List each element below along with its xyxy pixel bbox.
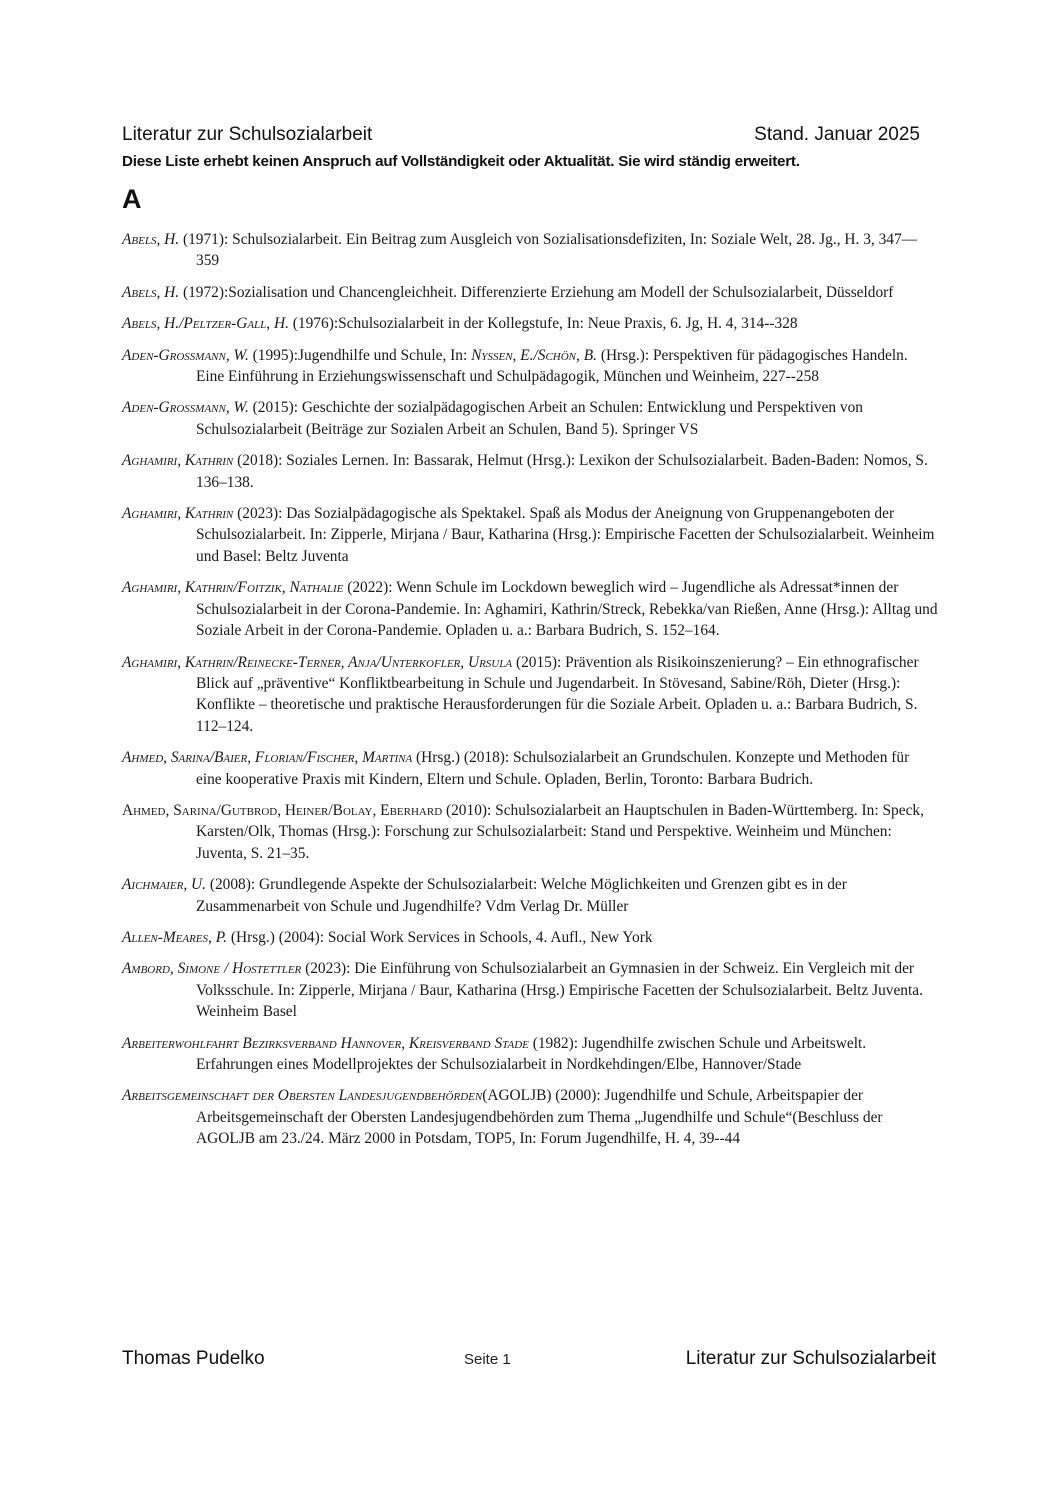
header-disclaimer: Diese Liste erhebt keinen Anspruch auf Vollständigkeit oder Aktualität. Sie wird ständig erweitert. <box>122 153 800 170</box>
entry-text: (1995):Jugendhilfe und Schule, In: <box>248 346 472 364</box>
footer-page-number: Seite 1 <box>464 1351 511 1368</box>
bibliography-entry <box>122 397 938 440</box>
entry-editors: Nyssen, E./Schön, B. <box>471 346 597 364</box>
entry-author: Arbeiterwohlfahrt Bezirksverband Hannover, Kreisverband Stade <box>122 1034 529 1052</box>
entry-author: Aden-Grossmann, W. <box>122 346 249 364</box>
bibliography-entry <box>122 800 938 864</box>
entry-author: Aghamiri, Kathrin <box>122 452 234 470</box>
bibliography-entry <box>122 747 938 790</box>
entry-text: (2015): Geschichte der sozialpädagogischen Arbeit an Schulen: Entwicklung und Perspektiven von Schulsozialarbeit (Beiträge zur Sozialen Arbeit an Schulen, Band 5). Springer VS <box>196 399 864 438</box>
bibliography-entry <box>122 874 938 917</box>
header-title: Literatur zur Schulsozialarbeit <box>122 124 373 145</box>
bibliography-entry <box>122 313 938 334</box>
bibliography-entry <box>122 577 938 641</box>
entry-text: (Hrsg.) (2018): Schulsozialarbeit an Grundschulen. Konzepte und Methoden für eine kooperative Praxis mit Kindern, Eltern und Schule. Opladen, Berlin, Toronto: Barbara Budrich. <box>196 749 910 788</box>
entry-author: Abels, H./Peltzer-Gall, H. <box>122 315 289 333</box>
entry-text: (Hrsg.) (2004): Social Work Services in Schools, 4. Aufl., New York <box>226 928 653 946</box>
entry-author: Ambord, Simone / Hostettler <box>122 960 302 978</box>
bibliography-entry <box>122 345 938 388</box>
entry-text: (AGOLJB) (2000): Jugendhilfe und Schule, Arbeitspapier der Arbeitsgemeinschaft der Obersten Landesjugendbehörden zum Thema „Jugendhilfe und Schule“(Beschluss der AGOLJB am 23./24. März 2000 in Potsdam, TOP5, In: Forum Jugendhilfe, H. 4, 39--44 <box>196 1087 883 1148</box>
entry-author: Abels, H. <box>122 231 180 248</box>
entry-text-continued: (Hrsg.): Perspektiven für pädagogisches Handeln. Eine Einführung in Erziehungswissenschaft und Schulpädagogik, München und Weinheim, 227--258 <box>196 346 908 386</box>
entry-author: Ahmed, Sarina/Baier, Florian/Fischer, Martina <box>122 749 413 767</box>
entry-text: (2010): Schulsozialarbeit an Hauptschulen in Baden-Württemberg. In: Speck, Karsten/Olk, Thomas (Hrsg.): Forschung zur Schulsozialarbeit: Stand und Perspektive. Weinheim und München: Juventa, S. 21–35. <box>196 801 924 862</box>
entry-text: (2015): Prävention als Risikoinszenierung? – Ein ethnografischer Blick auf „präventive“ Konfliktbearbeitung in Schule und Jugendarbeit. In Stövesand, Sabine/Röh, Dieter (Hrsg.): Konflikte – theoretische und praktische Herausforderungen für die Soziale Arbeit. Opladen u. a.: Barbara Budrich, S. 112–124. <box>196 653 919 735</box>
entry-author: Aghamiri, Kathrin/Reinecke-Terner, Anja/Unterkofler, Ursula <box>122 653 513 671</box>
entry-text: (2008): Grundlegende Aspekte der Schulsozialarbeit: Welche Möglichkeiten und Grenzen gibt es in der Zusammenarbeit von Schule und Jugendhilfe? Vdm Verlag Dr. Müller <box>196 876 847 915</box>
entry-author: Ahmed, Sarina/Gutbrod, Heiner/Bolay, Eberhard <box>122 801 443 819</box>
entry-text: (1982): Jugendhilfe zwischen Schule und Arbeitswelt. Erfahrungen eines Modellprojektes der Schulsozialarbeit in Nordkehdingen/Elbe, Hannover/Stade <box>196 1034 867 1073</box>
bibliography-entry <box>122 652 938 738</box>
bibliography-entry <box>122 282 938 303</box>
entry-text: (2018): Soziales Lernen. In: Bassarak, Helmut (Hrsg.): Lexikon der Schulsozialarbeit. Baden-Baden: Nomos, S. 136–138. <box>196 452 928 491</box>
entry-author: Aden-Grossmann, W. <box>122 399 249 417</box>
entry-author: Aghamiri, Kathrin <box>122 505 234 523</box>
entry-text: (2023): Die Einführung von Schulsozialarbeit an Gymnasien in der Schweiz. Ein Vergleich mit der Volksschule. In: Zipperle, Mirjana / Baur, Katharina (Hrsg.) Empirische Facetten der Schulsozialarbeit. Beltz Juventa. Weinheim Basel <box>196 960 923 1021</box>
bibliography-entry <box>122 1085 938 1149</box>
footer-title: Literatur zur Schulsozialarbeit <box>685 1348 936 1369</box>
bibliography-entry <box>122 1033 938 1076</box>
entry-text: (1971): Schulsozialarbeit. Ein Beitrag zum Ausgleich von Sozialisationsdefiziten, In: Soziale Welt, 28. Jg., H. 3, 347—359 <box>179 231 918 270</box>
bibliography-entry <box>122 503 938 567</box>
footer-author: Thomas Pudelko <box>122 1348 265 1369</box>
entry-author: Abels, H. <box>122 283 180 301</box>
entry-author: Aichmaier, U. <box>122 876 206 894</box>
bibliography-entry <box>122 958 938 1022</box>
header-date: Stand. Januar 2025 <box>754 124 920 145</box>
entry-author: Arbeitsgemeinschaft der Obersten Landesjugendbehörden <box>122 1087 483 1105</box>
bibliography-entry <box>122 450 938 493</box>
entry-text: (1972):Sozialisation und Chancengleichheit. Differenzierte Erziehung am Modell der Schulsozialarbeit, Düsseldorf <box>179 283 894 301</box>
bibliography-list <box>122 229 938 1160</box>
entry-text: (2023): Das Sozialpädagogische als Spektakel. Spaß als Modus der Aneignung von Gruppenangeboten der Schulsozialarbeit. In: Zipperle, Mirjana / Baur, Katharina (Hrsg.): Empirische Facetten der Schulsozialarbeit. Weinheim und Basel: Beltz Juventa <box>196 505 935 565</box>
bibliography-entry <box>122 927 938 948</box>
entry-text: (2022): Wenn Schule im Lockdown beweglich wird – Jugendliche als Adressat*innen der Schulsozialarbeit in der Corona-Pandemie. In: Aghamiri, Kathrin/Streck, Rebekka/van Rießen, Anne (Hrsg.): Alltag und Soziale Arbeit in der Corona-Pandemie. Opladen u. a.: Barbara Budrich, S. 152–164. <box>196 579 938 640</box>
entry-text: (1976):Schulsozialarbeit in der Kollegstufe, In: Neue Praxis, 6. Jg, H. 4, 314--328 <box>288 315 798 333</box>
entry-author: Allen-Meares, P. <box>122 928 227 946</box>
section-letter: A <box>122 184 142 214</box>
entry-author: Aghamiri, Kathrin/Foitzik, Nathalie <box>122 579 344 597</box>
bibliography-entry <box>122 229 938 272</box>
